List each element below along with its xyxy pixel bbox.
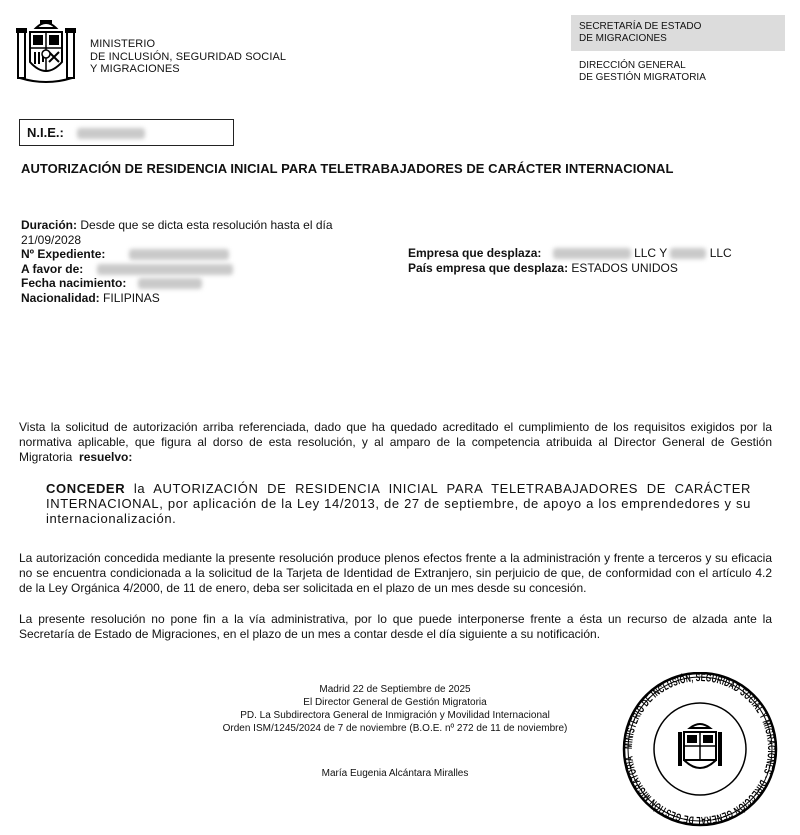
empresa-row: Empresa que desplaza: LLC Y LLC: [408, 246, 732, 260]
pais-row: País empresa que desplaza: ESTADOS UNIDOS: [408, 260, 678, 275]
empresa-redacted-2: [670, 248, 706, 259]
recurso-paragraph: La presente resolución no pone fin a la vía administrativa, por lo que puede interponerse frente a ésta un recurso de alzada ante la Secretaría de Estado de Migraciones, en el plazo de un mes a contar desde el día siguiente a su notificación.: [19, 612, 772, 641]
nie-box: [19, 119, 234, 146]
fields-right: [408, 246, 732, 275]
concede-paragraph: CONCEDER la AUTORIZACIÓN DE RESIDENCIA INICIAL PARA TELETRABAJADORES DE CARÁCTER INTERNACIONAL, por aplicación de la Ley 14/2013, de 27 de septiembre, de apoyo a los emprendedores y su internacionalización.: [46, 481, 751, 526]
duracion-date: 21/09/2028: [21, 232, 82, 247]
signature-block: Madrid 22 de Septiembre de 2025 El Director General de Gestión Migratoria PD. La Subdirectora General de Inmigración y Movilidad Internacional Orden ISM/1245/2024 de 7 de noviembre (B.O.E. nº 272 de 11 de noviembre): [222, 684, 568, 734]
expediente-row: Nº Expediente:: [21, 247, 333, 262]
duracion-row: Duración: Desde que se dicta esta resolución hasta el día: [21, 218, 333, 232]
official-seal-icon: [616, 672, 784, 827]
document-title: AUTORIZACIÓN DE RESIDENCIA INICIAL PARA TELETRABAJADORES DE CARÁCTER INTERNACIONAL: [21, 161, 674, 176]
direccion-general: DIRECCIÓN GENERAL DE GESTIÓN MIGRATORIA: [579, 60, 706, 83]
nie-label: N.I.E.:: [27, 125, 64, 140]
efectos-paragraph: La autorización concedida mediante la presente resolución produce plenos efectos frente a la administración y frente a terceros y su eficacia no se encuentra condicionada a la solicitud de la Tarjeta de Identidad de Extranjero, sin perjuicio de que, de conformidad con el artículo 4.2 de la Ley Orgánica 4/2000, de 11 de enero, deba ser solicitada en el plazo de un mes desde su concesión.: [19, 551, 772, 595]
intro-paragraph: Vista la solicitud de autorización arriba referenciada, dado que ha quedado acreditado el cumplimiento de los requisitos exigidos por la normativa aplicable, que figura al dorso de esta resolución, y al amparo de la competencia atribuida al Director General de Gestión Migratoria resuelvo:: [19, 420, 772, 464]
ministry-name: MINISTERIO DE INCLUSIÓN, SEGURIDAD SOCIAL Y MIGRACIONES: [90, 38, 287, 75]
svg-text:MINISTERIO DE INCLUSIÓN, SEGUR: MINISTERIO DE INCLUSIÓN, SEGURIDAD SOCIAL Y MIGRACIONES · DIRECCIÓN GENERAL DE GESTIÓN MIGRATORIA: [622, 672, 778, 827]
nie-redacted: [77, 128, 145, 139]
nacimiento-row: Fecha nacimiento:: [21, 276, 333, 291]
a-favor-row: A favor de:: [21, 262, 333, 277]
expediente-redacted: [129, 249, 229, 260]
empresa-redacted-1: [553, 248, 631, 259]
nacimiento-redacted: [138, 278, 202, 289]
a-favor-redacted: [97, 264, 233, 275]
signer-name: María Eugenia Alcántara Miralles: [321, 768, 469, 779]
secretaria-box: SECRETARÍA DE ESTADO DE MIGRACIONES: [571, 15, 785, 51]
nacionalidad-row: Nacionalidad: FILIPINAS: [21, 290, 160, 305]
fields-left: [21, 218, 333, 305]
coat-of-arms-icon: [14, 14, 78, 86]
